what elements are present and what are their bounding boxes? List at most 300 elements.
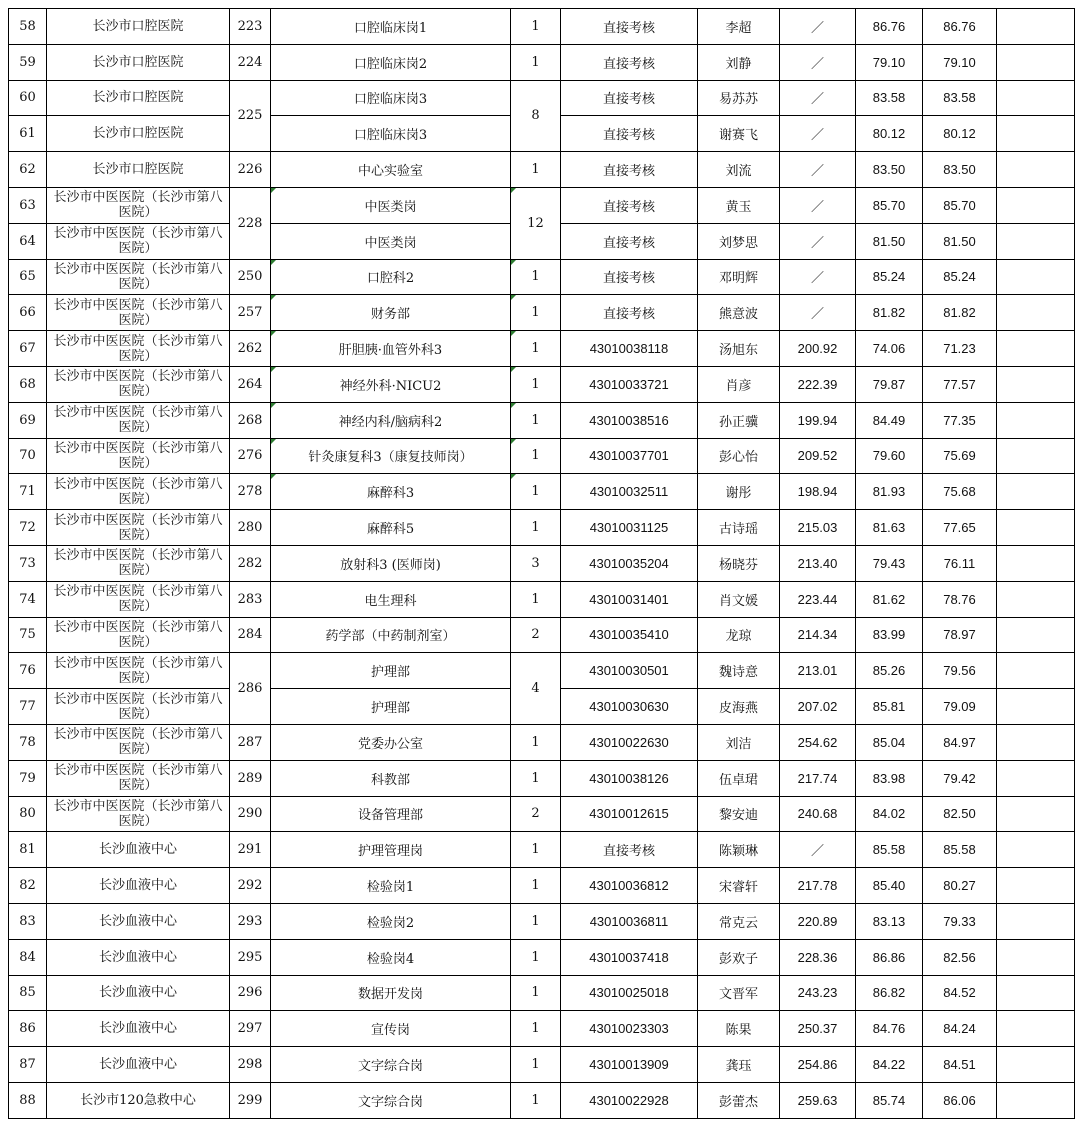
- post-name-cell: 科教部: [271, 760, 511, 796]
- hire-count-cell: 2: [511, 617, 561, 653]
- total-score-cell: 75.68: [923, 474, 997, 510]
- remark-cell: [997, 796, 1075, 832]
- candidate-name-cell: 宋睿轩: [698, 868, 780, 904]
- unit-cell: 长沙市中医医院（长沙市第八医院）: [47, 259, 230, 295]
- hire-count-cell: 1: [511, 9, 561, 45]
- written-score-cell: 217.78: [780, 868, 856, 904]
- remark-cell: [997, 223, 1075, 259]
- table-row: [9, 617, 1075, 653]
- hire-count-cell: 1: [511, 832, 561, 868]
- candidate-name-cell: 黄玉: [698, 187, 780, 223]
- interview-score-cell: 85.81: [856, 689, 923, 725]
- total-score-cell: 81.82: [923, 295, 997, 331]
- post-name-cell: 口腔科2: [271, 259, 511, 295]
- candidate-name-cell: 刘梦思: [698, 223, 780, 259]
- unit-cell: 长沙市中医医院（长沙市第八医院）: [47, 653, 230, 689]
- written-score-cell: 259.63: [780, 1082, 856, 1118]
- total-score-cell: 75.69: [923, 438, 997, 474]
- interview-score-cell: 81.62: [856, 581, 923, 617]
- table-row: [9, 438, 1075, 474]
- exam-number-cell: 直接考核: [561, 9, 698, 45]
- written-score-cell: 207.02: [780, 689, 856, 725]
- written-score-cell: 220.89: [780, 903, 856, 939]
- hire-count-cell: 3: [511, 545, 561, 581]
- table-row: [9, 832, 1075, 868]
- unit-cell: 长沙血液中心: [47, 868, 230, 904]
- post-name-cell: 麻醉科3: [271, 474, 511, 510]
- table-row: [9, 9, 1075, 45]
- total-score-cell: 79.42: [923, 760, 997, 796]
- written-score-cell: 198.94: [780, 474, 856, 510]
- table-row: [9, 975, 1075, 1011]
- post-code-cell: 287: [230, 724, 271, 760]
- total-score-cell: 81.50: [923, 223, 997, 259]
- hire-count-cell: 1: [511, 402, 561, 438]
- interview-score-cell: 79.87: [856, 366, 923, 402]
- remark-cell: [997, 187, 1075, 223]
- seq-cell: 58: [9, 9, 47, 45]
- candidate-name-cell: 彭心怡: [698, 438, 780, 474]
- written-score-cell: 250.37: [780, 1011, 856, 1047]
- interview-score-cell: 81.82: [856, 295, 923, 331]
- interview-score-cell: 86.76: [856, 9, 923, 45]
- total-score-cell: 85.24: [923, 259, 997, 295]
- candidate-name-cell: 彭蕾杰: [698, 1082, 780, 1118]
- exam-number-cell: 43010012615: [561, 796, 698, 832]
- unit-cell: 长沙市口腔医院: [47, 9, 230, 45]
- seq-cell: 64: [9, 223, 47, 259]
- post-code-cell: 298: [230, 1047, 271, 1083]
- exam-number-cell: 直接考核: [561, 259, 698, 295]
- unit-cell: 长沙市中医医院（长沙市第八医院）: [47, 760, 230, 796]
- post-code-cell: 226: [230, 152, 271, 188]
- unit-cell: 长沙市口腔医院: [47, 152, 230, 188]
- written-score-cell: 213.40: [780, 545, 856, 581]
- interview-score-cell: 85.58: [856, 832, 923, 868]
- remark-cell: [997, 939, 1075, 975]
- hire-count-cell: 1: [511, 295, 561, 331]
- exam-number-cell: 43010030501: [561, 653, 698, 689]
- written-score-cell: 228.36: [780, 939, 856, 975]
- hire-count-cell: 1: [511, 366, 561, 402]
- table-row: [9, 545, 1075, 581]
- exam-number-cell: 直接考核: [561, 116, 698, 152]
- candidate-name-cell: 汤旭东: [698, 331, 780, 367]
- post-name-cell: 神经外科·NICU2: [271, 366, 511, 402]
- remark-cell: [997, 975, 1075, 1011]
- table-row: [9, 152, 1075, 188]
- seq-cell: 68: [9, 366, 47, 402]
- candidate-name-cell: 龙琼: [698, 617, 780, 653]
- written-score-cell: 199.94: [780, 402, 856, 438]
- seq-cell: 78: [9, 724, 47, 760]
- exam-number-cell: 直接考核: [561, 187, 698, 223]
- seq-cell: 70: [9, 438, 47, 474]
- post-name-cell: 神经内科/脑病科2: [271, 402, 511, 438]
- remark-cell: [997, 903, 1075, 939]
- seq-cell: 88: [9, 1082, 47, 1118]
- candidate-name-cell: 伍卓珺: [698, 760, 780, 796]
- post-name-cell: 口腔临床岗3: [271, 80, 511, 116]
- interview-score-cell: 81.63: [856, 510, 923, 546]
- seq-cell: 73: [9, 545, 47, 581]
- candidate-name-cell: 肖彦: [698, 366, 780, 402]
- hire-count-cell: 1: [511, 152, 561, 188]
- unit-cell: 长沙市中医医院（长沙市第八医院）: [47, 331, 230, 367]
- exam-number-cell: 43010035204: [561, 545, 698, 581]
- post-name-cell: 电生理科: [271, 581, 511, 617]
- total-score-cell: 84.24: [923, 1011, 997, 1047]
- exam-number-cell: 43010036811: [561, 903, 698, 939]
- unit-cell: 长沙市中医医院（长沙市第八医院）: [47, 474, 230, 510]
- written-score-cell: ／: [780, 259, 856, 295]
- post-name-cell: 护理部: [271, 689, 511, 725]
- table-row: [9, 939, 1075, 975]
- post-name-cell: 文字综合岗: [271, 1047, 511, 1083]
- post-name-cell: 数据开发岗: [271, 975, 511, 1011]
- total-score-cell: 80.12: [923, 116, 997, 152]
- post-code-cell: 224: [230, 44, 271, 80]
- candidate-name-cell: 刘静: [698, 44, 780, 80]
- post-name-cell: 口腔临床岗1: [271, 9, 511, 45]
- unit-cell: 长沙市中医医院（长沙市第八医院）: [47, 438, 230, 474]
- exam-number-cell: 43010023303: [561, 1011, 698, 1047]
- post-name-cell: 检验岗4: [271, 939, 511, 975]
- written-score-cell: ／: [780, 223, 856, 259]
- table-row: [9, 510, 1075, 546]
- candidate-name-cell: 熊意波: [698, 295, 780, 331]
- unit-cell: 长沙市中医医院（长沙市第八医院）: [47, 796, 230, 832]
- remark-cell: [997, 9, 1075, 45]
- table-row: [9, 80, 1075, 116]
- unit-cell: 长沙市中医医院（长沙市第八医院）: [47, 689, 230, 725]
- post-code-cell: 296: [230, 975, 271, 1011]
- post-name-cell: 文字综合岗: [271, 1082, 511, 1118]
- unit-cell: 长沙市中医医院（长沙市第八医院）: [47, 510, 230, 546]
- seq-cell: 85: [9, 975, 47, 1011]
- seq-cell: 60: [9, 80, 47, 116]
- table-row: [9, 1011, 1075, 1047]
- candidate-name-cell: 黎安迪: [698, 796, 780, 832]
- table-row: [9, 295, 1075, 331]
- interview-score-cell: 86.82: [856, 975, 923, 1011]
- unit-cell: 长沙市口腔医院: [47, 44, 230, 80]
- candidate-name-cell: 谢赛飞: [698, 116, 780, 152]
- unit-cell: 长沙血液中心: [47, 903, 230, 939]
- written-score-cell: ／: [780, 295, 856, 331]
- seq-cell: 69: [9, 402, 47, 438]
- interview-score-cell: 81.50: [856, 223, 923, 259]
- hire-count-cell: 1: [511, 724, 561, 760]
- unit-cell: 长沙血液中心: [47, 975, 230, 1011]
- unit-cell: 长沙市中医医院（长沙市第八医院）: [47, 366, 230, 402]
- candidate-name-cell: 邓明辉: [698, 259, 780, 295]
- post-name-cell: 宣传岗: [271, 1011, 511, 1047]
- table-row: [9, 474, 1075, 510]
- post-code-cell: 286: [230, 653, 271, 725]
- post-name-cell: 中医类岗: [271, 187, 511, 223]
- table-row: [9, 903, 1075, 939]
- seq-cell: 62: [9, 152, 47, 188]
- exam-number-cell: 43010037701: [561, 438, 698, 474]
- seq-cell: 83: [9, 903, 47, 939]
- candidate-name-cell: 龚珏: [698, 1047, 780, 1083]
- seq-cell: 84: [9, 939, 47, 975]
- remark-cell: [997, 1047, 1075, 1083]
- hire-count-cell: 1: [511, 760, 561, 796]
- written-score-cell: 254.86: [780, 1047, 856, 1083]
- exam-number-cell: 直接考核: [561, 295, 698, 331]
- interview-score-cell: 81.93: [856, 474, 923, 510]
- seq-cell: 81: [9, 832, 47, 868]
- table-row: [9, 44, 1075, 80]
- total-score-cell: 77.57: [923, 366, 997, 402]
- written-score-cell: 240.68: [780, 796, 856, 832]
- table-row: [9, 402, 1075, 438]
- post-code-cell: 268: [230, 402, 271, 438]
- total-score-cell: 83.50: [923, 152, 997, 188]
- exam-number-cell: 43010038118: [561, 331, 698, 367]
- interview-score-cell: 83.99: [856, 617, 923, 653]
- candidate-name-cell: 陈果: [698, 1011, 780, 1047]
- total-score-cell: 83.58: [923, 80, 997, 116]
- table-row: [9, 581, 1075, 617]
- seq-cell: 71: [9, 474, 47, 510]
- post-name-cell: 护理管理岗: [271, 832, 511, 868]
- exam-number-cell: 43010035410: [561, 617, 698, 653]
- total-score-cell: 85.70: [923, 187, 997, 223]
- remark-cell: [997, 474, 1075, 510]
- unit-cell: 长沙市中医医院（长沙市第八医院）: [47, 545, 230, 581]
- written-score-cell: 213.01: [780, 653, 856, 689]
- interview-score-cell: 83.58: [856, 80, 923, 116]
- remark-cell: [997, 689, 1075, 725]
- written-score-cell: 222.39: [780, 366, 856, 402]
- post-name-cell: 口腔临床岗2: [271, 44, 511, 80]
- post-code-cell: 280: [230, 510, 271, 546]
- hire-count-cell: 12: [511, 187, 561, 259]
- table-row: [9, 259, 1075, 295]
- interview-score-cell: 85.70: [856, 187, 923, 223]
- seq-cell: 67: [9, 331, 47, 367]
- remark-cell: [997, 545, 1075, 581]
- candidate-name-cell: 古诗瑶: [698, 510, 780, 546]
- total-score-cell: 77.35: [923, 402, 997, 438]
- hire-count-cell: 1: [511, 259, 561, 295]
- table-body: [9, 9, 1075, 1119]
- total-score-cell: 77.65: [923, 510, 997, 546]
- remark-cell: [997, 1082, 1075, 1118]
- table-row: [9, 868, 1075, 904]
- candidate-name-cell: 谢彤: [698, 474, 780, 510]
- exam-number-cell: 直接考核: [561, 223, 698, 259]
- written-score-cell: 209.52: [780, 438, 856, 474]
- unit-cell: 长沙市中医医院（长沙市第八医院）: [47, 295, 230, 331]
- total-score-cell: 82.50: [923, 796, 997, 832]
- table-row: [9, 796, 1075, 832]
- post-name-cell: 检验岗1: [271, 868, 511, 904]
- interview-score-cell: 85.04: [856, 724, 923, 760]
- seq-cell: 82: [9, 868, 47, 904]
- exam-number-cell: 直接考核: [561, 44, 698, 80]
- written-score-cell: ／: [780, 9, 856, 45]
- exam-number-cell: 直接考核: [561, 832, 698, 868]
- results-sheet: [8, 8, 1075, 1119]
- interview-score-cell: 83.50: [856, 152, 923, 188]
- post-name-cell: 检验岗2: [271, 903, 511, 939]
- remark-cell: [997, 581, 1075, 617]
- post-code-cell: 284: [230, 617, 271, 653]
- total-score-cell: 78.97: [923, 617, 997, 653]
- candidate-name-cell: 陈颖琳: [698, 832, 780, 868]
- post-code-cell: 290: [230, 796, 271, 832]
- seq-cell: 74: [9, 581, 47, 617]
- unit-cell: 长沙市中医医院（长沙市第八医院）: [47, 187, 230, 223]
- unit-cell: 长沙市120急救中心: [47, 1082, 230, 1118]
- total-score-cell: 84.97: [923, 724, 997, 760]
- unit-cell: 长沙血液中心: [47, 1047, 230, 1083]
- hire-count-cell: 1: [511, 44, 561, 80]
- written-score-cell: 223.44: [780, 581, 856, 617]
- hire-count-cell: 8: [511, 80, 561, 152]
- remark-cell: [997, 44, 1075, 80]
- remark-cell: [997, 510, 1075, 546]
- post-code-cell: 278: [230, 474, 271, 510]
- seq-cell: 65: [9, 259, 47, 295]
- hire-count-cell: 1: [511, 1011, 561, 1047]
- post-code-cell: 289: [230, 760, 271, 796]
- seq-cell: 86: [9, 1011, 47, 1047]
- seq-cell: 80: [9, 796, 47, 832]
- total-score-cell: 86.06: [923, 1082, 997, 1118]
- post-code-cell: 264: [230, 366, 271, 402]
- table-row: [9, 724, 1075, 760]
- interview-score-cell: 84.02: [856, 796, 923, 832]
- post-name-cell: 放射科3 (医师岗): [271, 545, 511, 581]
- post-code-cell: 223: [230, 9, 271, 45]
- remark-cell: [997, 331, 1075, 367]
- exam-number-cell: 43010037418: [561, 939, 698, 975]
- post-code-cell: 295: [230, 939, 271, 975]
- table-row: [9, 760, 1075, 796]
- remark-cell: [997, 366, 1075, 402]
- candidate-name-cell: 彭欢子: [698, 939, 780, 975]
- unit-cell: 长沙血液中心: [47, 1011, 230, 1047]
- hire-count-cell: 2: [511, 796, 561, 832]
- total-score-cell: 79.33: [923, 903, 997, 939]
- remark-cell: [997, 832, 1075, 868]
- exam-number-cell: 43010022630: [561, 724, 698, 760]
- candidate-name-cell: 魏诗意: [698, 653, 780, 689]
- table-row: [9, 187, 1075, 223]
- total-score-cell: 84.52: [923, 975, 997, 1011]
- interview-score-cell: 79.43: [856, 545, 923, 581]
- exam-number-cell: 43010031125: [561, 510, 698, 546]
- table-row: [9, 1082, 1075, 1118]
- exam-number-cell: 直接考核: [561, 152, 698, 188]
- total-score-cell: 79.10: [923, 44, 997, 80]
- results-table: [8, 8, 1075, 1119]
- remark-cell: [997, 868, 1075, 904]
- written-score-cell: ／: [780, 832, 856, 868]
- hire-count-cell: 1: [511, 474, 561, 510]
- hire-count-cell: 1: [511, 868, 561, 904]
- post-code-cell: 293: [230, 903, 271, 939]
- interview-score-cell: 74.06: [856, 331, 923, 367]
- interview-score-cell: 84.22: [856, 1047, 923, 1083]
- remark-cell: [997, 295, 1075, 331]
- hire-count-cell: 1: [511, 903, 561, 939]
- exam-number-cell: 43010013909: [561, 1047, 698, 1083]
- exam-number-cell: 43010030630: [561, 689, 698, 725]
- remark-cell: [997, 438, 1075, 474]
- unit-cell: 长沙市中医医院（长沙市第八医院）: [47, 402, 230, 438]
- exam-number-cell: 43010036812: [561, 868, 698, 904]
- unit-cell: 长沙血液中心: [47, 939, 230, 975]
- written-score-cell: 243.23: [780, 975, 856, 1011]
- interview-score-cell: 79.60: [856, 438, 923, 474]
- written-score-cell: 214.34: [780, 617, 856, 653]
- post-name-cell: 中医类岗: [271, 223, 511, 259]
- post-code-cell: 262: [230, 331, 271, 367]
- seq-cell: 72: [9, 510, 47, 546]
- interview-score-cell: 86.86: [856, 939, 923, 975]
- unit-cell: 长沙市中医医院（长沙市第八医院）: [47, 581, 230, 617]
- remark-cell: [997, 724, 1075, 760]
- post-code-cell: 257: [230, 295, 271, 331]
- interview-score-cell: 85.40: [856, 868, 923, 904]
- unit-cell: 长沙市中医医院（长沙市第八医院）: [47, 223, 230, 259]
- remark-cell: [997, 259, 1075, 295]
- total-score-cell: 79.56: [923, 653, 997, 689]
- hire-count-cell: 1: [511, 939, 561, 975]
- written-score-cell: ／: [780, 152, 856, 188]
- seq-cell: 63: [9, 187, 47, 223]
- remark-cell: [997, 1011, 1075, 1047]
- seq-cell: 77: [9, 689, 47, 725]
- interview-score-cell: 85.24: [856, 259, 923, 295]
- exam-number-cell: 43010025018: [561, 975, 698, 1011]
- hire-count-cell: 1: [511, 975, 561, 1011]
- table-row: [9, 331, 1075, 367]
- hire-count-cell: 1: [511, 438, 561, 474]
- post-code-cell: 299: [230, 1082, 271, 1118]
- remark-cell: [997, 653, 1075, 689]
- post-name-cell: 党委办公室: [271, 724, 511, 760]
- post-name-cell: 口腔临床岗3: [271, 116, 511, 152]
- unit-cell: 长沙市口腔医院: [47, 80, 230, 116]
- hire-count-cell: 4: [511, 653, 561, 725]
- hire-count-cell: 1: [511, 331, 561, 367]
- post-name-cell: 中心实验室: [271, 152, 511, 188]
- candidate-name-cell: 皮海燕: [698, 689, 780, 725]
- post-code-cell: 297: [230, 1011, 271, 1047]
- written-score-cell: 215.03: [780, 510, 856, 546]
- seq-cell: 79: [9, 760, 47, 796]
- interview-score-cell: 84.76: [856, 1011, 923, 1047]
- unit-cell: 长沙市中医医院（长沙市第八医院）: [47, 724, 230, 760]
- post-name-cell: 财务部: [271, 295, 511, 331]
- post-name-cell: 麻醉科5: [271, 510, 511, 546]
- unit-cell: 长沙市口腔医院: [47, 116, 230, 152]
- interview-score-cell: 83.13: [856, 903, 923, 939]
- post-code-cell: 276: [230, 438, 271, 474]
- interview-score-cell: 79.10: [856, 44, 923, 80]
- seq-cell: 87: [9, 1047, 47, 1083]
- post-name-cell: 针灸康复科3（康复技师岗）: [271, 438, 511, 474]
- total-score-cell: 79.09: [923, 689, 997, 725]
- remark-cell: [997, 152, 1075, 188]
